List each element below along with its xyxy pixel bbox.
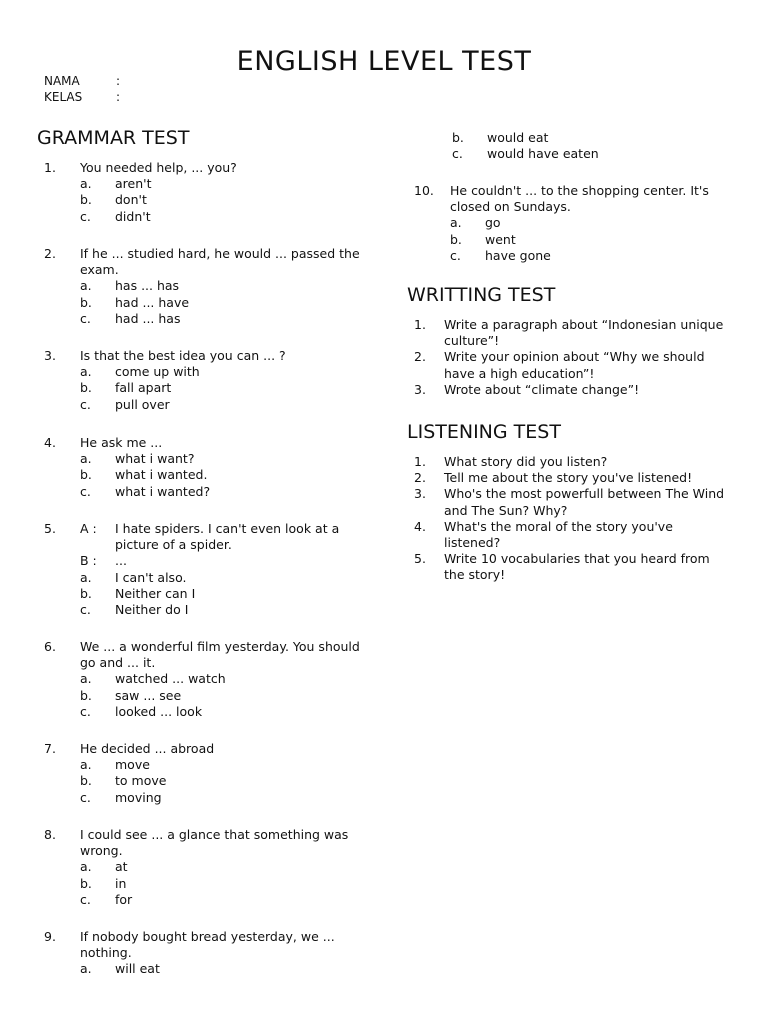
option-letter: a.	[80, 569, 92, 585]
question-text: He decided ... abroad	[80, 741, 215, 756]
question-number: 1.	[44, 160, 56, 175]
option-text: what i wanted?	[115, 483, 211, 499]
list-item	[408, 486, 728, 518]
option-a	[40, 757, 360, 773]
listening-list	[408, 454, 728, 584]
option-letter: a.	[80, 364, 92, 380]
grammar-heading: GRAMMAR TEST	[37, 127, 190, 149]
option-text: I can't also.	[115, 569, 187, 585]
option-letter: a.	[450, 215, 462, 231]
question-number: 7.	[44, 741, 56, 756]
page-title: ENGLISH LEVEL TEST	[236, 46, 532, 78]
option-text: watched ... watch	[115, 671, 226, 687]
question-6	[40, 639, 360, 720]
list-item	[408, 454, 728, 470]
option-a	[40, 364, 360, 380]
question-text: If nobody bought bread yesterday, we ... nothing.	[80, 929, 335, 961]
option-c	[40, 602, 360, 618]
option-letter: b.	[450, 231, 462, 247]
option-text: what i want?	[115, 451, 195, 467]
option-letter: c.	[80, 789, 91, 805]
option-a	[40, 671, 360, 687]
option-text: go	[485, 215, 501, 231]
item-text: Who's the most powerfull between The Wind and The Sun? Why?	[444, 486, 725, 518]
option-b	[40, 380, 360, 396]
dialog-text: ...	[115, 553, 127, 569]
option-text: for	[115, 891, 133, 907]
question-text: I could see ... a glance that something was wrong.	[80, 827, 349, 859]
option-letter: a.	[80, 176, 92, 192]
option-letter: b.	[80, 192, 92, 208]
option-text: has ... has	[115, 278, 180, 294]
item-text: Write 10 vocabularies that you heard from the story!	[444, 551, 710, 583]
info-row-kelas	[44, 89, 120, 105]
question-number: 3.	[44, 348, 56, 363]
question-2	[40, 246, 360, 327]
dialog-speaker: A :	[80, 521, 97, 536]
option-b	[40, 467, 360, 483]
item-number: 1.	[414, 454, 426, 469]
question-3	[40, 348, 360, 413]
writing-list	[408, 317, 728, 398]
item-number: 4.	[414, 518, 426, 534]
option-letter: b.	[80, 687, 92, 703]
option-text: pull over	[115, 396, 170, 412]
info-separator: :	[116, 74, 121, 88]
option-c	[412, 146, 732, 162]
question-number: 2.	[44, 246, 56, 261]
student-info	[44, 73, 120, 105]
option-b	[40, 586, 360, 602]
option-letter: b.	[452, 130, 464, 145]
option-letter: c.	[80, 396, 91, 412]
list-item	[408, 551, 728, 583]
option-text: fall apart	[115, 380, 172, 396]
option-text: had ... has	[115, 310, 181, 326]
question-number: 4.	[44, 435, 56, 450]
option-letter: c.	[80, 310, 91, 326]
option-letter: b.	[80, 380, 92, 396]
option-letter: b.	[80, 875, 92, 891]
option-c	[40, 790, 360, 806]
question-number: 5.	[44, 521, 56, 536]
item-number: 5.	[414, 551, 426, 567]
item-number: 2.	[414, 470, 426, 486]
question-text: He ask me ...	[80, 435, 163, 450]
option-letter: c.	[80, 483, 91, 499]
option-letter: a.	[80, 671, 92, 687]
option-letter: a.	[80, 859, 92, 875]
writing-heading: WRITTING TEST	[407, 284, 556, 306]
question-text: If he ... studied hard, he would ... passed the exam.	[80, 246, 360, 278]
item-text: What story did you listen?	[444, 454, 608, 469]
item-text: Write a paragraph about “Indonesian unique culture”!	[444, 317, 724, 349]
option-letter: c.	[450, 247, 461, 263]
option-b	[40, 192, 360, 208]
option-letter: a.	[80, 757, 92, 773]
question-7	[40, 741, 360, 806]
question-1	[40, 160, 360, 225]
question-number: 9.	[44, 929, 56, 944]
question-number: 6.	[44, 639, 56, 654]
option-a	[40, 176, 360, 192]
option-a	[40, 961, 360, 977]
option-text: will eat	[115, 961, 160, 977]
option-text: saw ... see	[115, 687, 182, 703]
question-8	[40, 827, 360, 908]
option-text: aren't	[115, 176, 152, 192]
question-text: He couldn't ... to the shopping center. It's closed on Sundays.	[450, 183, 709, 215]
question-text: We ... a wonderful film yesterday. You should go and ... it.	[80, 639, 360, 671]
option-c	[40, 397, 360, 413]
info-label-kelas: KELAS	[44, 90, 83, 104]
option-letter: c.	[80, 208, 91, 224]
option-text: in	[115, 875, 127, 891]
option-b	[40, 773, 360, 789]
option-text: at	[115, 859, 128, 875]
option-c	[40, 892, 360, 908]
list-item	[408, 317, 728, 349]
question-9-continued	[412, 130, 732, 162]
item-text: Wrote about “climate change”!	[444, 381, 640, 397]
option-c	[40, 484, 360, 500]
option-text: what i wanted.	[115, 467, 208, 483]
option-text: move	[115, 757, 150, 773]
option-text: moving	[115, 789, 162, 805]
option-b	[412, 130, 732, 146]
option-letter: b.	[80, 585, 92, 601]
option-text: Neither do I	[115, 602, 189, 618]
option-letter: b.	[80, 467, 92, 483]
option-a	[40, 451, 360, 467]
option-a	[40, 570, 360, 586]
info-row-nama	[44, 73, 120, 89]
dialog-text: I hate spiders. I can't even look at a picture of a spider.	[115, 521, 340, 553]
option-text: didn't	[115, 208, 151, 224]
option-text: have gone	[485, 247, 551, 263]
option-text: looked ... look	[115, 703, 203, 719]
option-b	[40, 295, 360, 311]
info-label-nama: NAMA	[44, 74, 80, 88]
question-10	[410, 183, 730, 264]
info-separator: :	[116, 90, 121, 104]
item-text: Tell me about the story you've listened!	[444, 470, 693, 486]
option-b	[40, 876, 360, 892]
listening-heading: LISTENING TEST	[407, 421, 561, 443]
option-a	[40, 859, 360, 875]
option-text: would eat	[487, 130, 549, 145]
option-a	[40, 278, 360, 294]
question-text: Is that the best idea you can ... ?	[80, 348, 286, 363]
question-5	[40, 521, 360, 618]
question-number: 8.	[44, 827, 56, 842]
question-number: 10.	[414, 183, 434, 198]
option-c	[40, 704, 360, 720]
option-a	[410, 215, 730, 231]
option-text: Neither can I	[115, 585, 196, 601]
list-item	[408, 470, 728, 486]
option-b	[410, 232, 730, 248]
question-text: You needed help, ... you?	[80, 160, 237, 175]
option-b	[40, 688, 360, 704]
option-c	[40, 209, 360, 225]
item-number: 1.	[414, 317, 426, 332]
list-item	[408, 519, 728, 551]
option-letter: a.	[80, 451, 92, 467]
question-9	[40, 929, 360, 978]
item-number: 3.	[414, 486, 426, 502]
option-letter: b.	[80, 773, 92, 789]
option-text: would have eaten	[487, 146, 599, 162]
question-4	[40, 435, 360, 500]
option-letter: a.	[80, 961, 92, 977]
option-letter: c.	[80, 602, 91, 618]
item-number: 2.	[414, 349, 426, 365]
list-item	[408, 382, 728, 398]
item-text: Write your opinion about “Why we should have a high education”!	[444, 349, 705, 381]
option-letter: c.	[452, 146, 463, 162]
list-item	[408, 349, 728, 381]
item-number: 3.	[414, 381, 426, 397]
option-letter: c.	[80, 891, 91, 907]
dialog-line-b	[40, 553, 360, 569]
option-letter: a.	[80, 278, 92, 294]
option-text: had ... have	[115, 294, 190, 310]
option-letter: b.	[80, 294, 92, 310]
option-c	[40, 311, 360, 327]
item-text: What's the moral of the story you've listened?	[444, 518, 673, 551]
option-c	[410, 248, 730, 264]
option-text: to move	[115, 773, 167, 789]
option-text: don't	[115, 192, 147, 208]
option-text: come up with	[115, 364, 200, 380]
dialog-speaker: B :	[80, 553, 97, 569]
option-letter: c.	[80, 703, 91, 719]
option-text: went	[485, 231, 516, 247]
